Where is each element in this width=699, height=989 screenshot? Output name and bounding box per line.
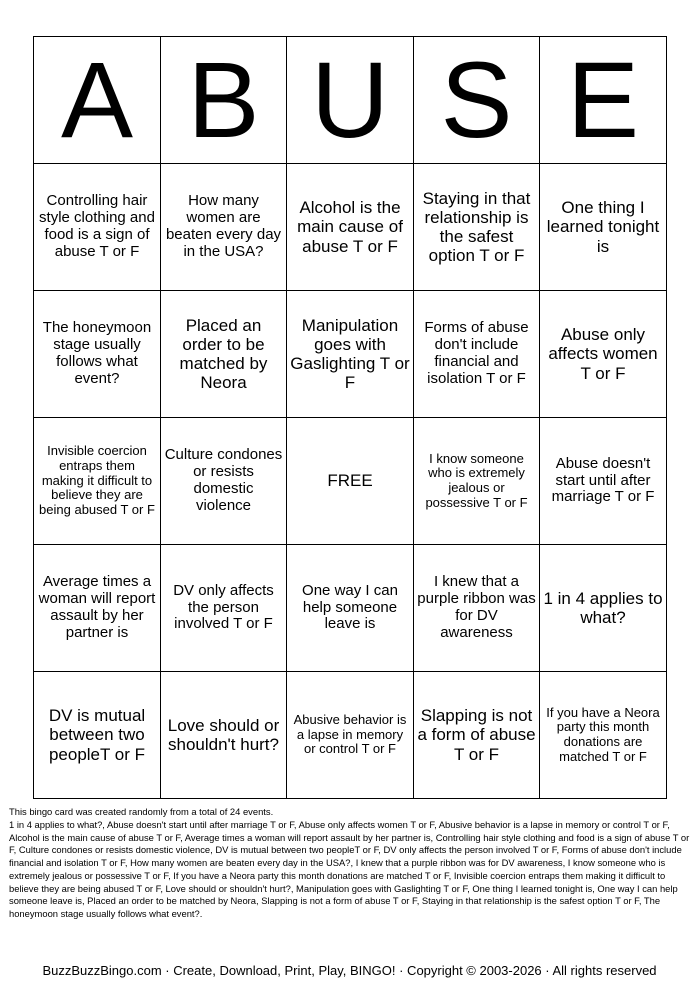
header-letter-u: U xyxy=(287,37,414,164)
header-row xyxy=(34,37,667,164)
bingo-cell[interactable]: I know someone who is extremely jealous or possessive T or F xyxy=(414,418,540,545)
bingo-cell[interactable]: Placed an order to be matched by Neora xyxy=(161,291,287,418)
bingo-cell[interactable]: Staying in that relationship is the safest option T or F xyxy=(414,164,540,291)
bingo-cell[interactable]: DV is mutual between two peopleT or F xyxy=(34,672,161,799)
bingo-cell[interactable]: The honeymoon stage usually follows what event? xyxy=(34,291,161,418)
bingo-cell[interactable]: Controlling hair style clothing and food is a sign of abuse T or F xyxy=(34,164,161,291)
bingo-cell[interactable]: How many women are beaten every day in the USA? xyxy=(161,164,287,291)
bingo-cell[interactable]: If you have a Neora party this month donations are matched T or F xyxy=(540,672,667,799)
bingo-cell[interactable]: Invisible coercion entraps them making it difficult to believe they are being abused T or F xyxy=(34,418,161,545)
free-space[interactable]: FREE xyxy=(287,418,414,545)
bingo-cell[interactable]: Alcohol is the main cause of abuse T or F xyxy=(287,164,414,291)
header-letter-a: A xyxy=(34,37,161,164)
card-row-3 xyxy=(34,418,667,545)
bingo-cell[interactable]: DV only affects the person involved T or F xyxy=(161,545,287,672)
card-row-1 xyxy=(34,164,667,291)
site-footer: BuzzBuzzBingo.com · Create, Download, Print, Play, BINGO! · Copyright © 2003-2026 · All rights reserved xyxy=(42,963,657,978)
bingo-cell[interactable]: One way I can help someone leave is xyxy=(287,545,414,672)
header-letter-e: E xyxy=(540,37,667,164)
bingo-cell[interactable]: Culture condones or resists domestic violence xyxy=(161,418,287,545)
bingo-cell[interactable]: One thing I learned tonight is xyxy=(540,164,667,291)
bingo-card xyxy=(33,36,667,799)
card-row-4 xyxy=(34,545,667,672)
bingo-cell[interactable]: Manipulation goes with Gaslighting T or F xyxy=(287,291,414,418)
bingo-cell[interactable]: Abuse only affects women T or F xyxy=(540,291,667,418)
bingo-cell[interactable]: I knew that a purple ribbon was for DV awareness xyxy=(414,545,540,672)
card-description: This bingo card was created randomly from a total of 24 events. 1 in 4 applies to what?, Abuse doesn't start until after marriage T or F, Abuse only affects women T or F, Abusive behavior is a lapse in memory or control T or F, Alcohol is the main cause of abuse T or F, Average times a woman will report assault by her partner is, Controlling hair style clothing and food is a sign of abuse T or F, Culture condones or resists domestic violence, DV is mutual between two peopleT or F, DV only affects the person involved T or F, Forms of abuse don't include financial and isolation T or F, How many women are beaten every day in the USA?, I knew that a purple ribbon was for DV awareness, I know someone who is extremely jealous or possessive T or F, If you have a Neora party this month donations are matched T or F, Invisible coercion entraps them making it difficult to believe they are being abused T or F, Love should or shouldn't hurt?, Manipulation goes with Gaslighting T or F, One thing I learned tonight is, One way I can help someone leave is, Placed an order to be matched by Neora, Slapping is not a form of abuse T or F, Staying in that relationship is the safest option T or F, The honeymoon stage usually follows what event?. xyxy=(9,806,690,920)
bingo-cell[interactable]: Average times a woman will report assault by her partner is xyxy=(34,545,161,672)
card-row-5 xyxy=(34,672,667,799)
bingo-cell[interactable]: 1 in 4 applies to what? xyxy=(540,545,667,672)
bingo-cell[interactable]: Forms of abuse don't include financial and isolation T or F xyxy=(414,291,540,418)
bingo-cell[interactable]: Abuse doesn't start until after marriage T or F xyxy=(540,418,667,545)
card-row-2 xyxy=(34,291,667,418)
bingo-cell[interactable]: Slapping is not a form of abuse T or F xyxy=(414,672,540,799)
bingo-cell[interactable]: Abusive behavior is a lapse in memory or control T or F xyxy=(287,672,414,799)
header-letter-b: B xyxy=(161,37,287,164)
header-letter-s: S xyxy=(414,37,540,164)
bingo-cell[interactable]: Love should or shouldn't hurt? xyxy=(161,672,287,799)
